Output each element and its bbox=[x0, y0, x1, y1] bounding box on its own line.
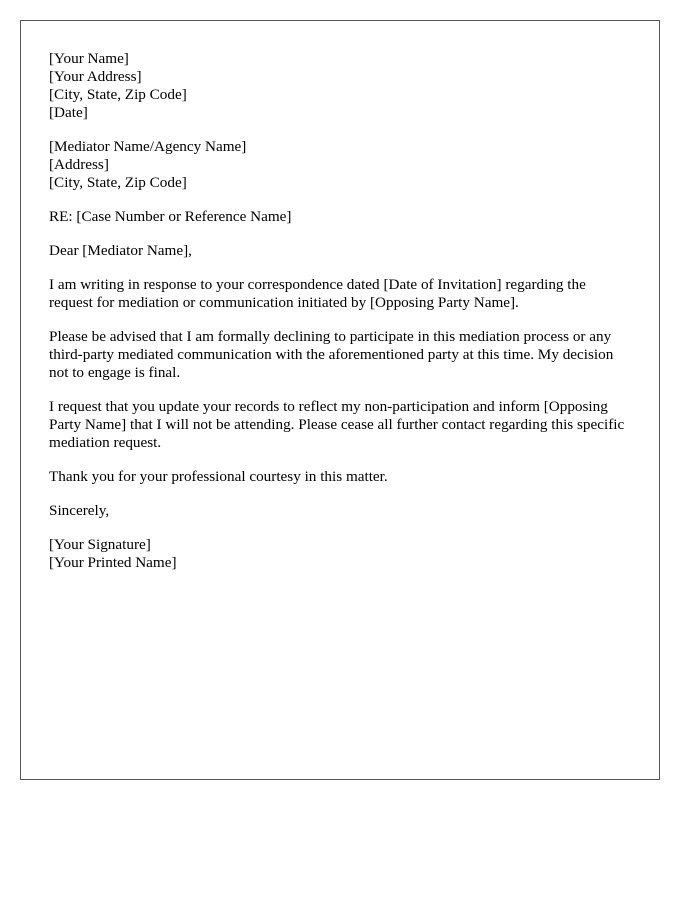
subject-line: RE: [Case Number or Reference Name] bbox=[49, 208, 292, 225]
sender-name: [Your Name] bbox=[49, 50, 129, 67]
signature-block bbox=[49, 536, 629, 572]
letter-page bbox=[20, 20, 660, 780]
signature-line: [Your Signature] bbox=[49, 536, 151, 553]
sender-address: [Your Address] bbox=[49, 68, 142, 85]
body-paragraph-2: Please be advised that I am formally declining to participate in this mediation process or any third-party mediated communication with the aforementioned party at this time. My decision not to engage is final. bbox=[49, 328, 614, 381]
printed-name: [Your Printed Name] bbox=[49, 554, 177, 571]
body-paragraph-1: I am writing in response to your correspondence dated [Date of Invitation] regarding the request for mediation or communication initiated by [Opposing Party Name]. bbox=[49, 276, 586, 311]
letter-content bbox=[49, 50, 629, 588]
recipient-address: [Address] bbox=[49, 156, 109, 173]
recipient-name: [Mediator Name/Agency Name] bbox=[49, 138, 247, 155]
closing: Sincerely, bbox=[49, 502, 110, 519]
body-paragraph-3: I request that you update your records to reflect my non-participation and inform [Opposing Party Name] that I will not be attending. Please cease all further contact regarding this specific mediation request. bbox=[49, 398, 625, 451]
sender-city-state-zip: [City, State, Zip Code] bbox=[49, 86, 187, 103]
letter-date: [Date] bbox=[49, 104, 88, 121]
body-paragraph-4: Thank you for your professional courtesy in this matter. bbox=[49, 468, 388, 485]
recipient-city-state-zip: [City, State, Zip Code] bbox=[49, 174, 187, 191]
recipient-block bbox=[49, 138, 629, 192]
sender-block bbox=[49, 50, 629, 122]
salutation: Dear [Mediator Name], bbox=[49, 242, 192, 259]
